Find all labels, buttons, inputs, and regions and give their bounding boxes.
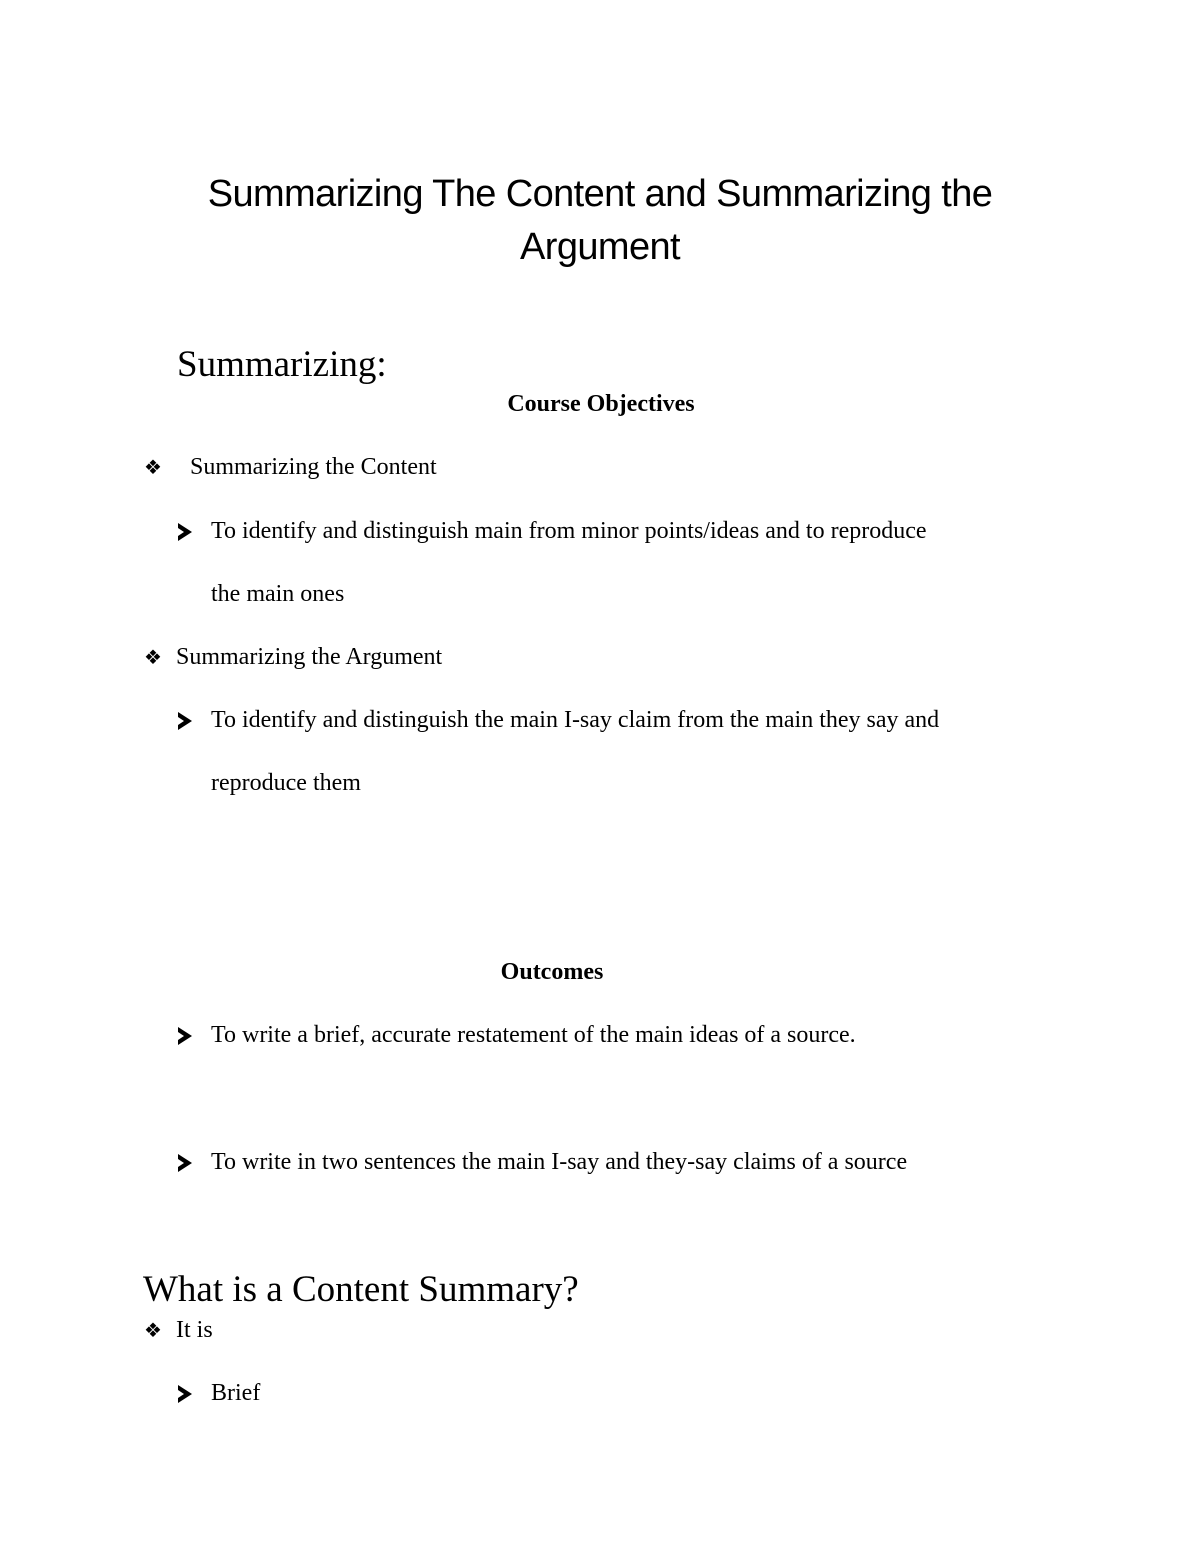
diamond-bullet-icon: ❖ <box>144 645 162 669</box>
document-title-line-1: Summarizing The Content and Summarizing the <box>207 173 993 215</box>
objective-item-sub-line: the main ones <box>211 581 345 607</box>
content-summary-bullet: It is <box>176 1317 213 1343</box>
diamond-bullet-icon: ❖ <box>144 1318 162 1342</box>
arrow-bullet-icon <box>178 1385 192 1403</box>
course-objectives-heading: Course Objectives <box>507 391 695 417</box>
objective-item-label: Summarizing the Argument <box>176 644 443 670</box>
objective-item-sub-line: To identify and distinguish main from minor points/ideas and to reproduce <box>211 518 927 544</box>
document-title-line-2: Argument <box>520 226 680 268</box>
objective-item-sub-line: To identify and distinguish the main I-say claim from the main they say and <box>211 707 940 733</box>
arrow-bullet-icon <box>178 1027 192 1045</box>
outcome-item: To write a brief, accurate restatement of the main ideas of a source. <box>211 1022 856 1048</box>
content-summary-heading: What is a Content Summary? <box>143 1269 579 1310</box>
section-heading: Summarizing: <box>177 344 387 385</box>
objective-item-sub-line: reproduce them <box>211 770 361 796</box>
diamond-bullet-icon: ❖ <box>144 455 162 479</box>
arrow-bullet-icon <box>178 523 192 541</box>
objective-item-label: Summarizing the Content <box>190 454 437 480</box>
content-summary-sub-item: Brief <box>211 1380 261 1406</box>
outcome-item: To write in two sentences the main I-say and they-say claims of a source <box>211 1149 908 1175</box>
outcomes-heading: Outcomes <box>500 959 604 985</box>
arrow-bullet-icon <box>178 712 192 730</box>
arrow-bullet-icon <box>178 1154 192 1172</box>
